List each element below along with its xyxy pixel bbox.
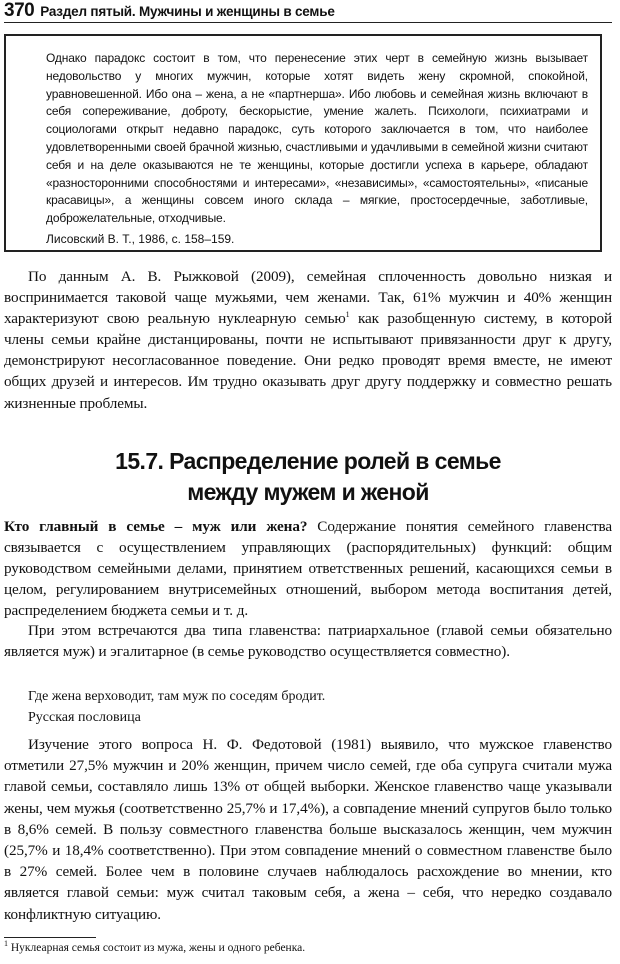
section-heading xyxy=(4,446,612,508)
paragraph-cohesion-text: По данным А. В. Рыжковой (2009), семейная сплоченность довольно низкая и воспринимается таковой чаще мужьями, чем женами. Так, 61% мужчин и 40% женщин характеризуют свою реальную нуклеарную семью xyxy=(4,268,612,328)
paragraph-cohesion-text-end: как разобщенную систему, в которой члены семьи крайне дистанцированы, почти не испытывают привязанности друг к другу, демонстрируют несогласованное поведение. Они редко проводят время вместе, не имеют общих друзей и интересов. Им трудно оказывать друг другу поддержку и совместно решать жизненные проблемы. xyxy=(4,310,613,412)
proverb xyxy=(28,686,325,728)
footnote-mark: 1 xyxy=(4,939,8,949)
paragraph-headship-types: При этом встречаются два типа главенства: патриархальное (главой семьи обязательно является муж) и эгалитарное (в семье руководство осуществляется совместно). xyxy=(4,622,612,661)
page-number: 370 xyxy=(4,0,35,21)
section-heading-line2: между мужем и женой xyxy=(187,479,429,505)
paragraph-fedotova-study: Изучение этого вопроса Н. Ф. Федотовой (1981) выявило, что мужское главенство отметили 27,5% мужчин и 20% женщин, причем число семей, где оба супруга считали мужа главой семьи, составляло лишь 13% от общей выборки. Женское главенство чаще указывали жены, чем мужья (соответственно 25,7% и 17,4%), а совпадение мнений супругов было только в 8,6% семей. В пользу совместного главенства больше высказалось женщин, чем мужчин (25,7% и 18,4% соответственно). При этом совпадение мнений о совместном главенстве было в 27% семей. Более чем в половине случаев наблюдалось расхождение во мнении, кто является главой семьи: муж считал таковым себя, а жена – себя, что нередко создавало конфликтную ситуацию. xyxy=(4,736,612,923)
footnote-text: Нуклеарная семья состоит из мужа, жены и одного ребенка. xyxy=(8,942,306,954)
paragraph-headship-lead: Кто главный в семье – муж или жена? xyxy=(4,518,308,535)
footnote xyxy=(4,939,306,954)
quote-box xyxy=(4,34,602,252)
running-title: Раздел пятый. Мужчины и женщины в семье xyxy=(40,4,335,19)
footnote-reference[interactable]: 1 xyxy=(345,310,350,320)
paragraph-headship-text: Содержание понятия семейного главенства связывается с осуществлением управляющих (распорядительных) функций: общим руководством семейными делами, принятием ответственных решений, касающихся семьи в целом, регулированием внутрисемейных отношений, выбором метода воспитания детей, распределением бюджета семьи и т. д. xyxy=(4,518,612,620)
footnote-divider xyxy=(4,937,96,938)
paragraph-cohesion xyxy=(4,266,612,414)
running-header xyxy=(4,0,612,23)
paragraph-headship xyxy=(4,516,612,621)
proverb-text: Где жена верховодит, там муж по соседям бродит. xyxy=(28,689,326,704)
quote-source: Лисовский В. Т., 1986, с. 158–159. xyxy=(46,231,235,246)
quote-text: Однако парадокс состоит в том, что перенесение этих черт в семейную жизнь вызывает недовольство у многих мужчин, которые хотят видеть жену скромной, спокойной, уравновешенной. Ибо она – жена, а не «партнерша». Ибо любовь и семейная жизнь включают в себя сопереживание, доброту, бескорыстие, умение жалеть. Психологи, психиатрами и социологами открыт недавно парадокс, суть которого заключается в том, что наиболее удовлетворенными своей брачной жизнью, счастливыми и удачливыми в семейной жизни считают себя и на деле оказываются не те женщины, которые достигли успеха в карьере, обладают «разносторонними способностями и интересами», «независимы», «самостоятельны», «писаные красавицы», а женщины совсем иного склада – мягкие, простосердечные, заботливые, доброжелательные, отходчивые. xyxy=(46,51,588,226)
proverb-source: Русская пословица xyxy=(28,710,141,725)
section-heading-line1: 15.7. Распределение ролей в семье xyxy=(115,448,501,474)
